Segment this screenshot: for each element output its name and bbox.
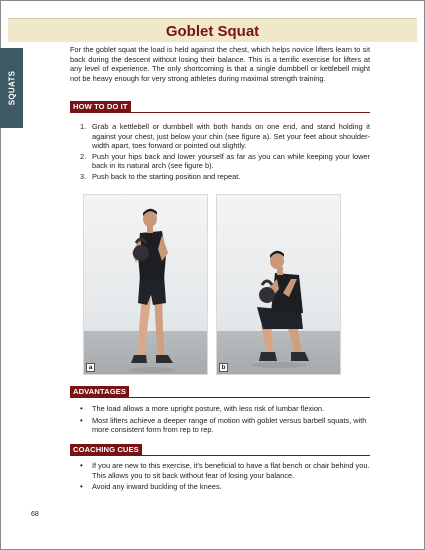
coaching-cues-rule [70,455,370,456]
list-item: • Avoid any inward buckling of the knees. [80,482,370,492]
chapter-side-tab [0,48,23,128]
advantages-heading: ADVANTAGES [70,386,129,397]
page-title: Goblet Squat [165,23,260,40]
coaching-cues-heading: COACHING CUES [70,444,142,455]
page-number: 68 [31,511,39,518]
figure-b-photo [216,194,341,375]
step-item [80,152,370,171]
how-to-heading: HOW TO DO IT [70,101,131,112]
steps-list [80,122,370,183]
advantages-rule [70,397,370,398]
step-number: 1. [80,122,87,131]
list-item: • Most lifters achieve a deeper range of motion with goblet versus barbell squats, with more consistent form from rep to rep. [80,416,370,435]
step-text: Grab a kettlebell or dumbbell with both hands on one end, and stand holding it against your chest, just below your chin (see figure a). Set your feet about shoulder-width apart, toes forward or pointed out slightly. [92,122,370,151]
list-item: • The load allows a more upright posture, with less risk of lumbar flexion. [80,404,370,414]
figure-b-illustration [217,195,341,375]
figure-a-illustration [84,195,208,375]
figure-a-label: a [86,363,95,372]
step-text: Push your hips back and lower yourself as far as you can while keeping your lower back in its natural arch (see figure b). [92,151,370,171]
coaching-cues-list [80,461,370,494]
step-number: 2. [80,151,87,161]
list-item: • If you are new to this exercise, it's beneficial to have a flat bench or chair behind you. This allows you to sit back without fear of losing your balance. [80,461,370,480]
figure-a-photo [83,194,208,375]
intro-paragraph: For the goblet squat the load is held against the chest, which helps novice lifters learn to sit back during the descent without losing their balance. This is a terrific exercise for lifters at any level of experience. The only shortcoming is that a single dumbbell or kettlebell might not be heavy enough for very strong athletes during maximal strength training. [70,45,370,83]
step-text: Push back to the starting position and repeat. [92,171,241,181]
figure-b-label: b [219,363,228,372]
title-bar [8,18,417,42]
chapter-side-tab-label: SQUATS [7,70,16,106]
advantages-list [80,404,370,437]
how-to-rule [70,112,370,113]
step-item [80,172,370,182]
step-number: 3. [80,171,87,181]
step-item [80,122,370,151]
